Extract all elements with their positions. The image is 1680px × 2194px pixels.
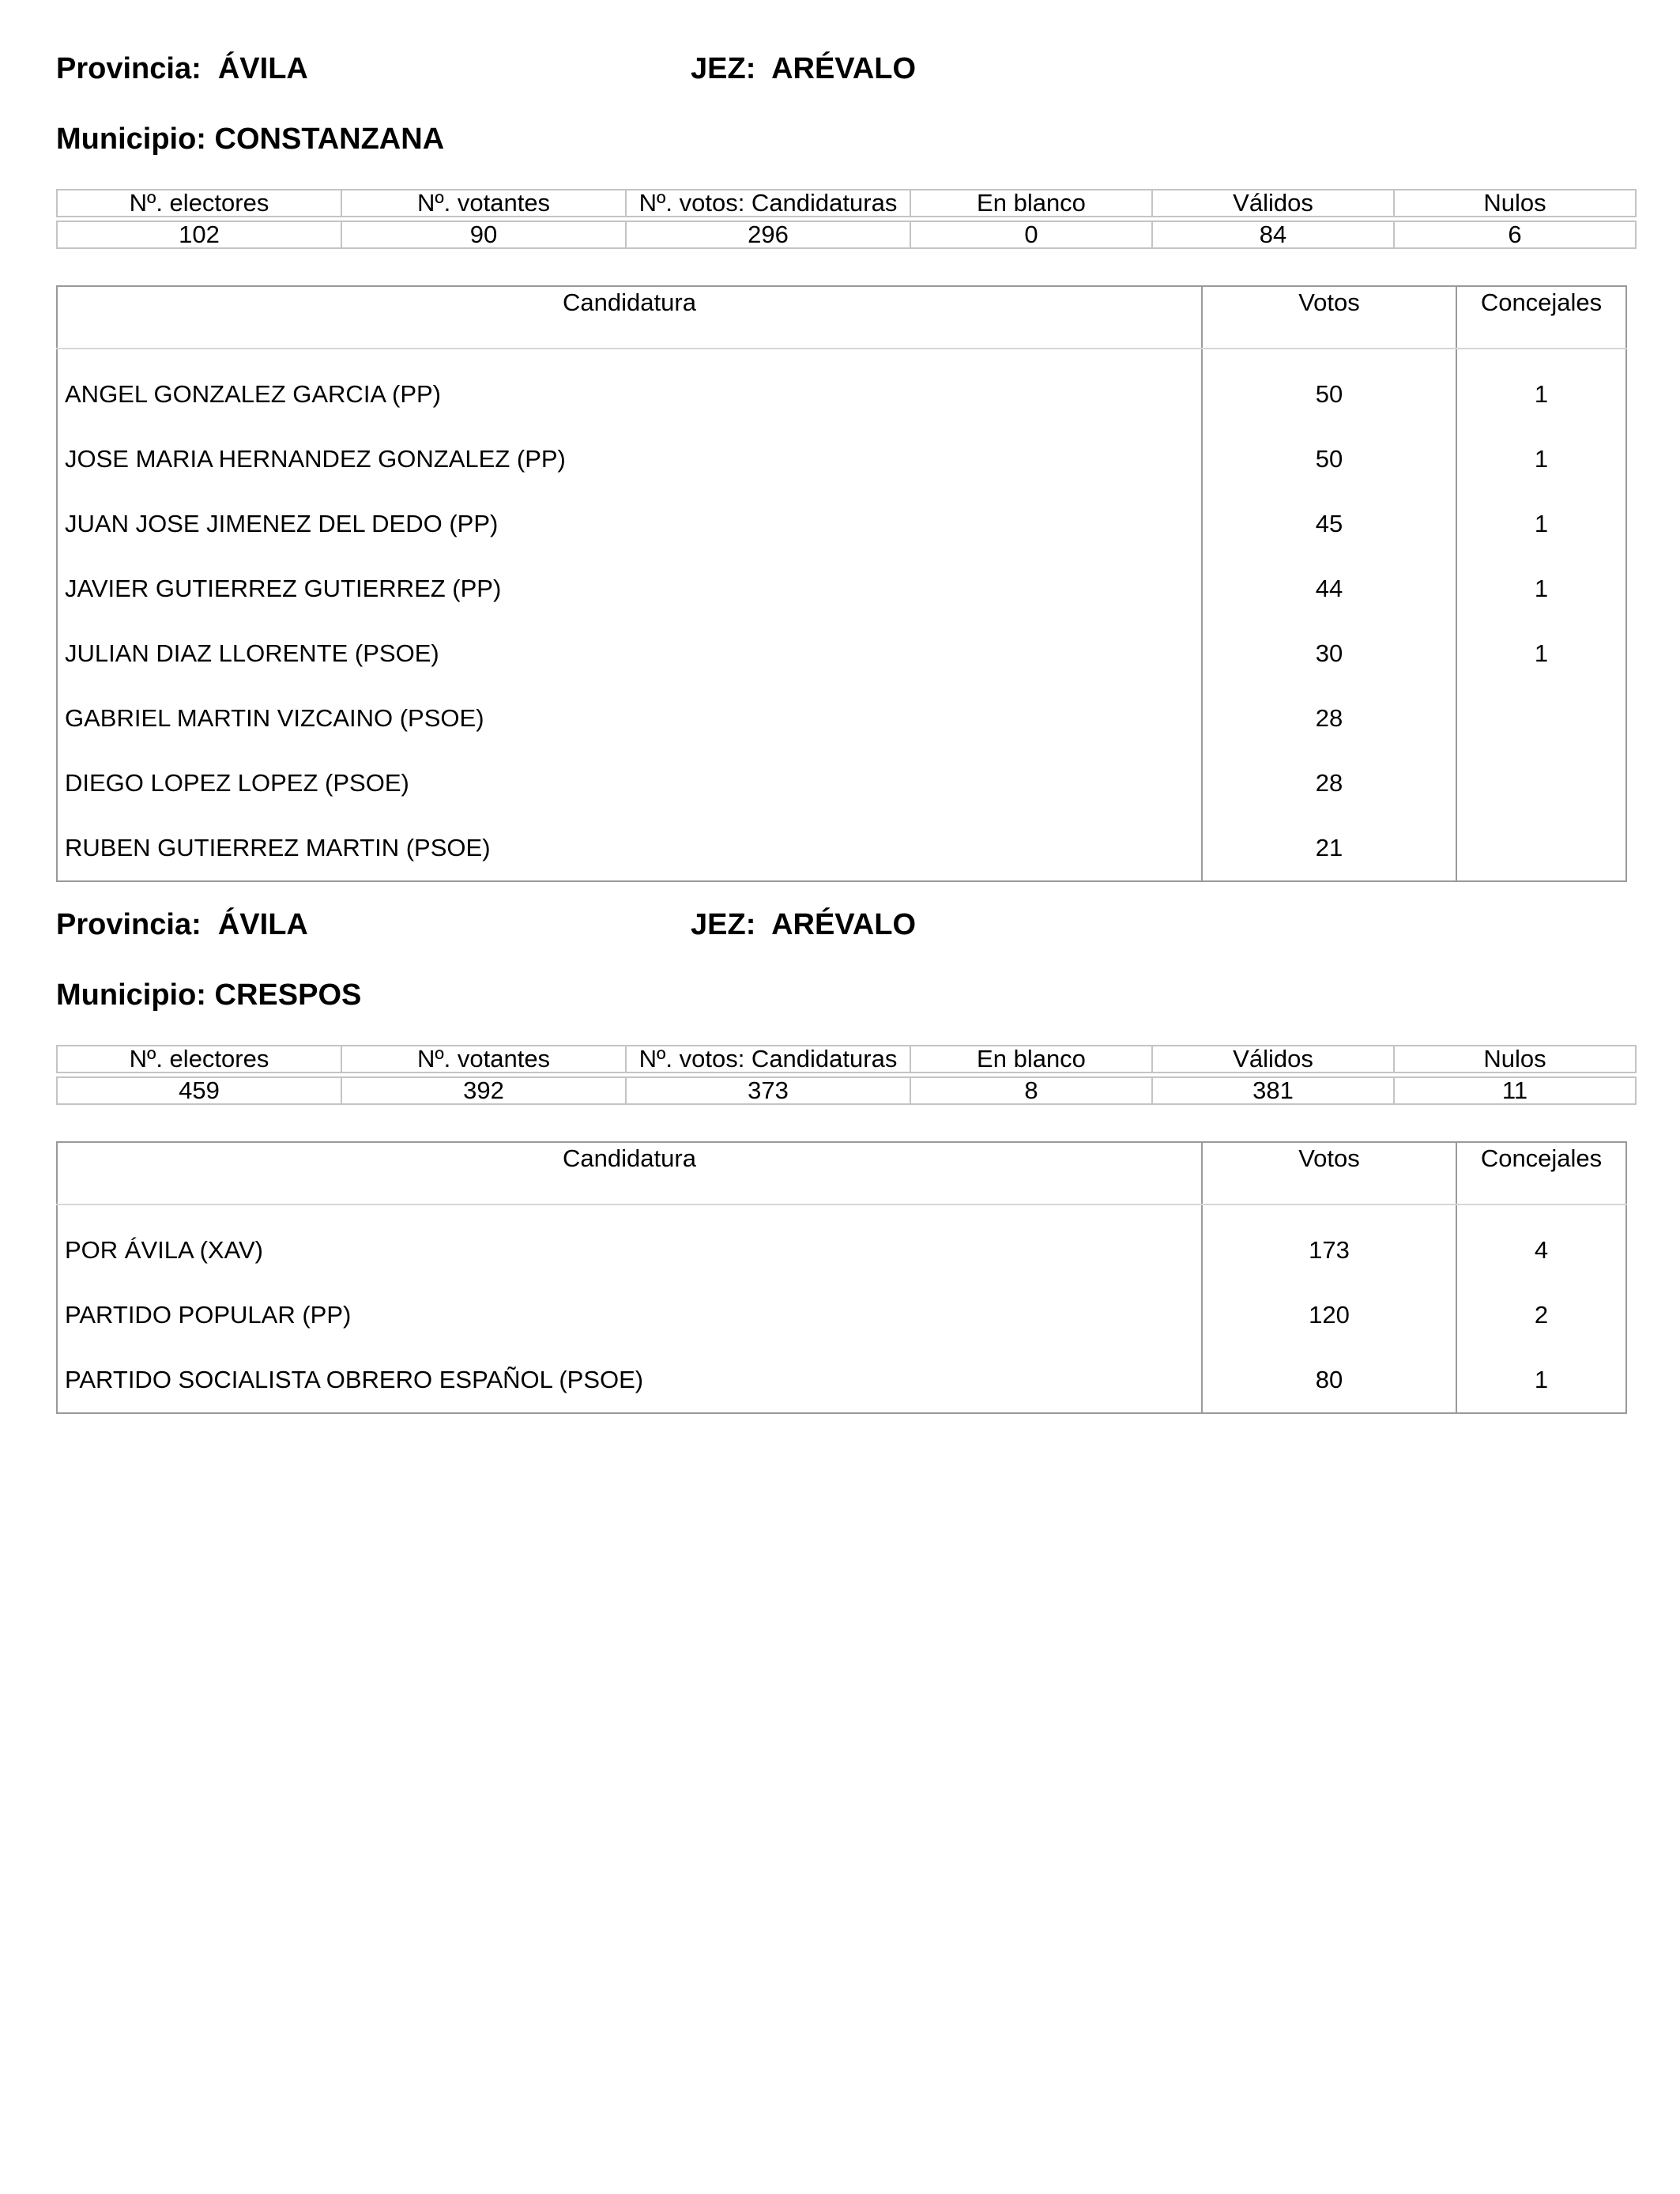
candidate-votos: 80 — [1202, 1348, 1456, 1413]
summary-header-votantes: Nº. votantes — [341, 190, 626, 217]
candidate-name: DIEGO LOPEZ LOPEZ (PSOE) — [65, 769, 409, 797]
candidate-votos: 28 — [1202, 686, 1456, 751]
candidates-header-row — [57, 286, 1626, 349]
summary-header-nulos: Nulos — [1394, 1046, 1636, 1072]
table-row — [57, 349, 1626, 427]
candidate-concejales: 2 — [1456, 1283, 1626, 1348]
candidate-votos: 50 — [1202, 427, 1456, 492]
jez-value: ARÉVALO — [771, 908, 917, 941]
summary-value-electores: 102 — [57, 221, 341, 248]
summary-header-validos: Válidos — [1152, 190, 1394, 217]
summary-header-electores: Nº. electores — [57, 1046, 341, 1072]
header-concejales: Concejales — [1456, 286, 1626, 349]
summary-value-votos-candidaturas: 296 — [626, 221, 910, 248]
candidate-name: JULIAN DIAZ LLORENTE (PSOE) — [65, 639, 439, 667]
summary-value-row — [57, 1077, 1636, 1104]
candidate-votos: 50 — [1202, 349, 1456, 427]
summary-value-votos-candidaturas: 373 — [626, 1077, 910, 1104]
summary-value-en-blanco: 8 — [910, 1077, 1152, 1104]
summary-value-en-blanco: 0 — [910, 221, 1152, 248]
summary-header-en-blanco: En blanco — [910, 190, 1152, 217]
summary-header-en-blanco: En blanco — [910, 1046, 1152, 1072]
summary-header-validos: Válidos — [1152, 1046, 1394, 1072]
candidate-concejales: 4 — [1456, 1204, 1626, 1283]
summary-header-row — [57, 190, 1636, 217]
table-row — [57, 816, 1626, 881]
candidate-votos: 120 — [1202, 1283, 1456, 1348]
candidate-votos: 44 — [1202, 556, 1456, 621]
candidate-name: JAVIER GUTIERREZ GUTIERREZ (PP) — [65, 575, 502, 602]
jez-value: ARÉVALO — [771, 52, 917, 85]
summary-header-votantes: Nº. votantes — [341, 1046, 626, 1072]
summary-value-votantes: 392 — [341, 1077, 626, 1104]
candidate-concejales: 1 — [1456, 621, 1626, 686]
candidate-concejales — [1456, 686, 1626, 751]
provincia-heading — [56, 45, 308, 92]
table-row — [57, 621, 1626, 686]
candidate-name: ANGEL GONZALEZ GARCIA (PP) — [65, 380, 442, 408]
candidate-name: RUBEN GUTIERREZ MARTIN (PSOE) — [65, 834, 491, 861]
summary-header-row — [57, 1046, 1636, 1072]
header-candidatura: Candidatura — [57, 1142, 1202, 1204]
provincia-heading — [56, 901, 308, 948]
candidate-votos: 45 — [1202, 492, 1456, 556]
provincia-value: ÁVILA — [217, 908, 308, 941]
candidate-concejales — [1456, 816, 1626, 881]
provincia-label: Provincia: — [56, 908, 202, 941]
candidates-header-row — [57, 1142, 1626, 1204]
section-header — [56, 45, 1625, 92]
candidate-concejales — [1456, 751, 1626, 816]
candidate-concejales: 1 — [1456, 492, 1626, 556]
candidate-concejales: 1 — [1456, 556, 1626, 621]
candidate-name: PARTIDO SOCIALISTA OBRERO ESPAÑOL (PSOE) — [65, 1366, 644, 1393]
municipio-label: Municipio: — [56, 123, 206, 156]
summary-value-votantes: 90 — [341, 221, 626, 248]
municipio-heading — [56, 115, 1625, 163]
candidates-table — [56, 1141, 1627, 1414]
candidate-votos: 21 — [1202, 816, 1456, 881]
candidate-votos: 173 — [1202, 1204, 1456, 1283]
candidate-votos: 30 — [1202, 621, 1456, 686]
candidate-votos: 28 — [1202, 751, 1456, 816]
summary-value-validos: 84 — [1152, 221, 1394, 248]
candidate-concejales: 1 — [1456, 349, 1626, 427]
summary-value-electores: 459 — [57, 1077, 341, 1104]
header-candidatura: Candidatura — [57, 286, 1202, 349]
candidate-concejales: 1 — [1456, 427, 1626, 492]
table-row — [57, 1204, 1626, 1283]
header-votos: Votos — [1202, 286, 1456, 349]
summary-table — [56, 1045, 1637, 1105]
table-row — [57, 1348, 1626, 1413]
table-row — [57, 686, 1626, 751]
municipio-value: CONSTANZANA — [214, 123, 445, 156]
municipio-label: Municipio: — [56, 978, 206, 1012]
candidate-name: JOSE MARIA HERNANDEZ GONZALEZ (PP) — [65, 445, 566, 473]
summary-header-votos-candidaturas: Nº. votos: Candidaturas — [626, 1046, 910, 1072]
section-header — [56, 901, 1625, 948]
summary-table — [56, 189, 1637, 249]
candidates-table — [56, 285, 1627, 882]
jez-heading — [691, 901, 916, 948]
table-row — [57, 492, 1626, 556]
municipio-heading — [56, 971, 1625, 1019]
candidate-name: PARTIDO POPULAR (PP) — [65, 1301, 352, 1329]
jez-heading — [691, 45, 916, 92]
summary-value-validos: 381 — [1152, 1077, 1394, 1104]
jez-label: JEZ: — [691, 908, 756, 941]
candidate-name: JUAN JOSE JIMENEZ DEL DEDO (PP) — [65, 510, 499, 537]
table-row — [57, 751, 1626, 816]
table-row — [57, 427, 1626, 492]
summary-value-row — [57, 221, 1636, 248]
summary-value-nulos: 11 — [1394, 1077, 1636, 1104]
candidate-name: POR ÁVILA (XAV) — [65, 1236, 263, 1264]
provincia-label: Provincia: — [56, 52, 202, 85]
summary-header-electores: Nº. electores — [57, 190, 341, 217]
candidate-name: GABRIEL MARTIN VIZCAINO (PSOE) — [65, 704, 484, 732]
provincia-value: ÁVILA — [217, 52, 308, 85]
candidate-concejales: 1 — [1456, 1348, 1626, 1413]
municipio-section-crespos — [56, 901, 1625, 1414]
summary-header-votos-candidaturas: Nº. votos: Candidaturas — [626, 190, 910, 217]
municipio-section-constanzana — [56, 45, 1625, 882]
table-row — [57, 1283, 1626, 1348]
summary-header-nulos: Nulos — [1394, 190, 1636, 217]
header-votos: Votos — [1202, 1142, 1456, 1204]
jez-label: JEZ: — [691, 52, 756, 85]
table-row — [57, 556, 1626, 621]
summary-value-nulos: 6 — [1394, 221, 1636, 248]
header-concejales: Concejales — [1456, 1142, 1626, 1204]
municipio-value: CRESPOS — [214, 978, 362, 1012]
